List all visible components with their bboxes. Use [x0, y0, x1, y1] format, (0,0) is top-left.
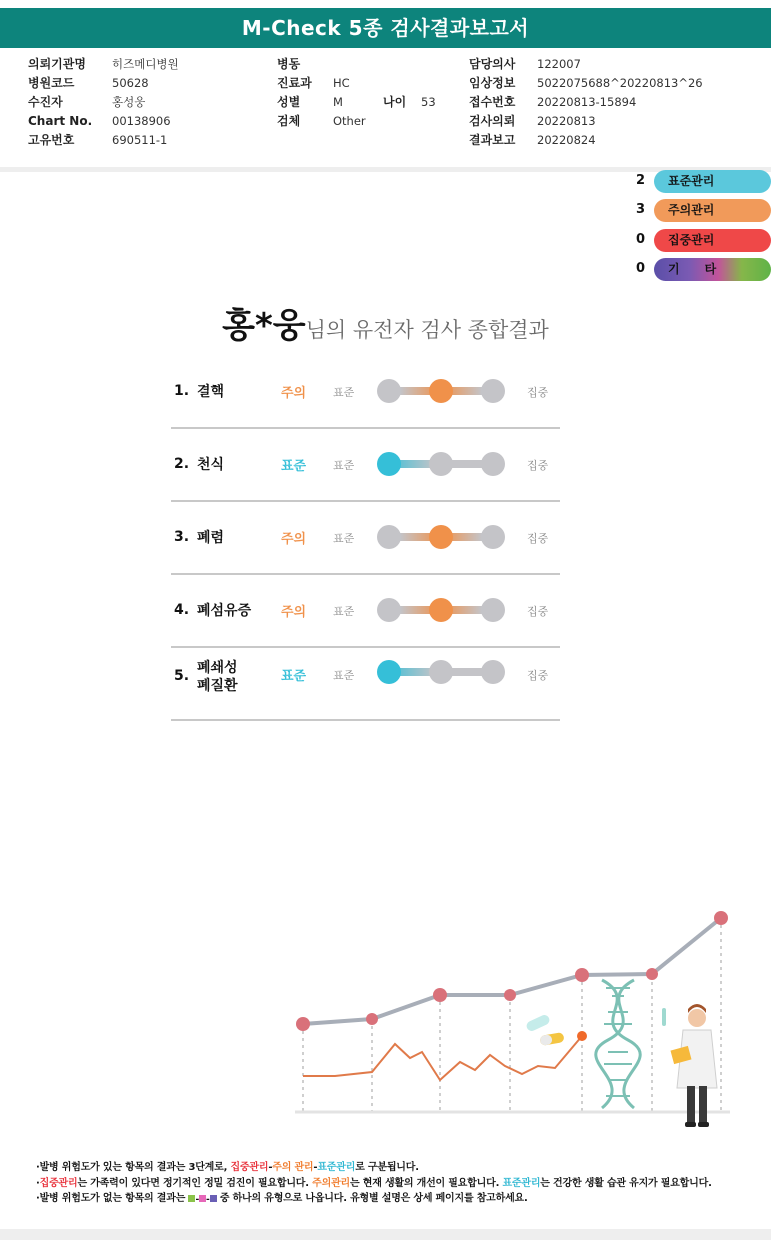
notes: [36, 1160, 712, 1209]
report-title: M-Check 5종 검사결과보고서: [0, 8, 771, 48]
legend-label: 집중관리: [668, 233, 715, 247]
field-value: 20220824: [537, 133, 596, 147]
legend-count: 0: [636, 261, 646, 276]
note-text: ·발병 위험도가 있는 항목의 결과는 3단계로,: [36, 1162, 231, 1173]
result-number: 4.: [174, 602, 190, 618]
field-label: 검체: [277, 114, 301, 128]
field-label: 접수번호: [469, 95, 516, 109]
legend-count: 2: [636, 173, 646, 188]
note-line-3: [36, 1191, 712, 1209]
field-label: 진료과: [277, 76, 312, 90]
note-text: ·: [36, 1177, 40, 1189]
trend-line-orange: [303, 1036, 582, 1080]
risk-level-track: [377, 598, 505, 622]
result-number: 1.: [174, 383, 190, 399]
field-value: Other: [333, 114, 366, 128]
risk-level-marker: [481, 598, 505, 622]
risk-level-marker: [377, 379, 401, 403]
legend-pill-standard: [654, 170, 771, 193]
note-text: -: [268, 1162, 273, 1173]
header-divider: [0, 167, 771, 172]
trend-end-point: [577, 1031, 587, 1041]
risk-level-track: [377, 452, 505, 476]
info-row: [28, 112, 179, 131]
note-standard: 표준관리: [502, 1177, 541, 1189]
risk-level-marker-active: [429, 379, 453, 403]
risk-level-marker: [377, 525, 401, 549]
info-row: [469, 74, 703, 93]
info-row: [469, 131, 703, 150]
scale-low-label: 표준: [333, 605, 355, 618]
legend-label: 주의관리: [668, 203, 715, 217]
field-value: 홍성웅: [112, 95, 146, 109]
info-right: [469, 55, 703, 150]
note-caution: 주의 관리: [272, 1162, 314, 1173]
result-status: 표준: [281, 669, 307, 684]
note-caution: 주의관리: [312, 1177, 350, 1189]
field-value: 00138906: [112, 114, 171, 128]
trend-line-gray: [303, 918, 721, 1024]
result-row: [171, 647, 560, 721]
note-text: ·발병 위험도가 없는 항목의 결과는: [36, 1193, 189, 1204]
field-label: 결과보고: [469, 133, 516, 147]
footer-band: [0, 1229, 771, 1240]
risk-level-marker: [429, 452, 453, 476]
field-value: 히즈메디병원: [112, 57, 179, 71]
field-value: 20220813-15894: [537, 95, 637, 109]
info-row: [277, 93, 436, 112]
field-label: Chart No.: [28, 114, 93, 128]
risk-level-marker-active: [429, 598, 453, 622]
field-value: 20220813: [537, 114, 596, 128]
result-status: 주의: [281, 532, 307, 547]
note-text: 는 가족력이 있다면 정기적인 정밀 검진이 필요합니다.: [77, 1177, 313, 1189]
field-value: 50628: [112, 76, 149, 90]
info-row: [277, 112, 436, 131]
risk-level-marker: [481, 660, 505, 684]
scale-low-label: 표준: [333, 532, 355, 545]
result-number: 3.: [174, 529, 190, 545]
scale-high-label: 집중: [527, 605, 549, 618]
risk-level-marker-active: [377, 452, 401, 476]
result-label: 폐섬유증: [197, 603, 252, 619]
field-label: 고유번호: [28, 133, 75, 147]
risk-level-marker: [481, 379, 505, 403]
type-swatches: - -: [188, 1192, 216, 1209]
note-text: 는 건강한 생활 습관 유지가 필요합니다.: [540, 1177, 712, 1189]
info-row: [277, 74, 436, 93]
field-value: 690511-1: [112, 133, 168, 147]
info-row: [277, 55, 436, 74]
risk-level-marker: [429, 660, 453, 684]
legend-pill-caution: [654, 199, 771, 222]
field-label: 병원코드: [28, 76, 75, 90]
scale-high-label: 집중: [527, 459, 549, 472]
scale-high-label: 집중: [527, 669, 549, 682]
note-line-2: [36, 1176, 712, 1192]
field-label: 병동: [277, 57, 301, 71]
result-label: 결핵: [197, 384, 225, 400]
legend-pill-intensive: [654, 229, 771, 252]
info-row: [469, 93, 703, 112]
scale-low-label: 표준: [333, 669, 355, 682]
info-row: [28, 93, 179, 112]
field-value: 122007: [537, 57, 581, 71]
note-line-1: [36, 1160, 712, 1176]
result-number: 5.: [174, 668, 190, 684]
chart-illustration: [290, 900, 740, 1140]
result-row: [171, 428, 560, 502]
note-text: 로 구분됩니다.: [355, 1162, 419, 1173]
legend-count: 0: [636, 232, 646, 247]
info-left: [28, 55, 179, 150]
note-intensive: 집중관리: [39, 1177, 78, 1189]
risk-level-marker: [377, 598, 401, 622]
field-value: 5022075688^20220813^26: [537, 76, 703, 90]
note-standard: 표준관리: [317, 1162, 356, 1173]
field-value: M: [333, 95, 343, 109]
result-status: 표준: [281, 459, 307, 474]
result-label: 폐쇄성 폐질환: [197, 660, 238, 694]
note-text: -: [313, 1162, 318, 1173]
note-intensive: 집중관리: [230, 1162, 269, 1173]
field-label: 임상정보: [469, 76, 516, 90]
patient-name: 홍*웅: [222, 306, 306, 346]
note-text: 중 하나의 유형으로 나옵니다. 유형별 설명은 상세 페이지를 참고하세요.: [216, 1193, 528, 1204]
result-row: [171, 501, 560, 575]
field-label: 의뢰기관명: [28, 57, 86, 71]
info-row: [469, 55, 703, 74]
risk-level-track: [377, 379, 505, 403]
field-label: 수진자: [28, 95, 63, 109]
field-label: 담당의사: [469, 57, 516, 71]
risk-level-marker-active: [429, 525, 453, 549]
legend-count: 3: [636, 202, 646, 217]
field-value: HC: [333, 76, 350, 90]
scale-low-label: 표준: [333, 459, 355, 472]
result-number: 2.: [174, 456, 190, 472]
risk-level-marker-active: [377, 660, 401, 684]
age-label: 나이: [383, 95, 407, 109]
field-label: 검사의뢰: [469, 114, 516, 128]
info-row: [28, 131, 179, 150]
risk-level-track: [377, 660, 505, 684]
grid-lines: [303, 918, 721, 1112]
capsule-icon: [525, 1013, 565, 1046]
scale-low-label: 표준: [333, 386, 355, 399]
age-value: 53: [421, 95, 436, 109]
dna-icon: [596, 980, 640, 1108]
info-row: [28, 55, 179, 74]
result-label: 폐렴: [197, 530, 225, 546]
summary-heading: [0, 298, 771, 347]
result-row: [171, 355, 560, 429]
legend-label: 표준관리: [668, 174, 715, 188]
scale-high-label: 집중: [527, 386, 549, 399]
summary-title: 님의 유전자 검사 종합결과: [305, 318, 549, 342]
info-mid: [277, 55, 436, 131]
scientist-icon: [662, 1004, 717, 1127]
legend-pill-other: [654, 258, 771, 281]
risk-level-track: [377, 525, 505, 549]
info-row: [28, 74, 179, 93]
note-text: 는 현재 생활의 개선이 필요합니다.: [350, 1177, 503, 1189]
legend-label: 기 타: [668, 262, 717, 276]
risk-level-marker: [481, 452, 505, 476]
field-label: 성별: [277, 95, 301, 109]
result-status: 주의: [281, 605, 307, 620]
result-label: 천식: [197, 457, 225, 473]
info-row: [469, 112, 703, 131]
risk-level-marker: [481, 525, 505, 549]
scale-high-label: 집중: [527, 532, 549, 545]
result-status: 주의: [281, 386, 307, 401]
result-row: [171, 574, 560, 648]
